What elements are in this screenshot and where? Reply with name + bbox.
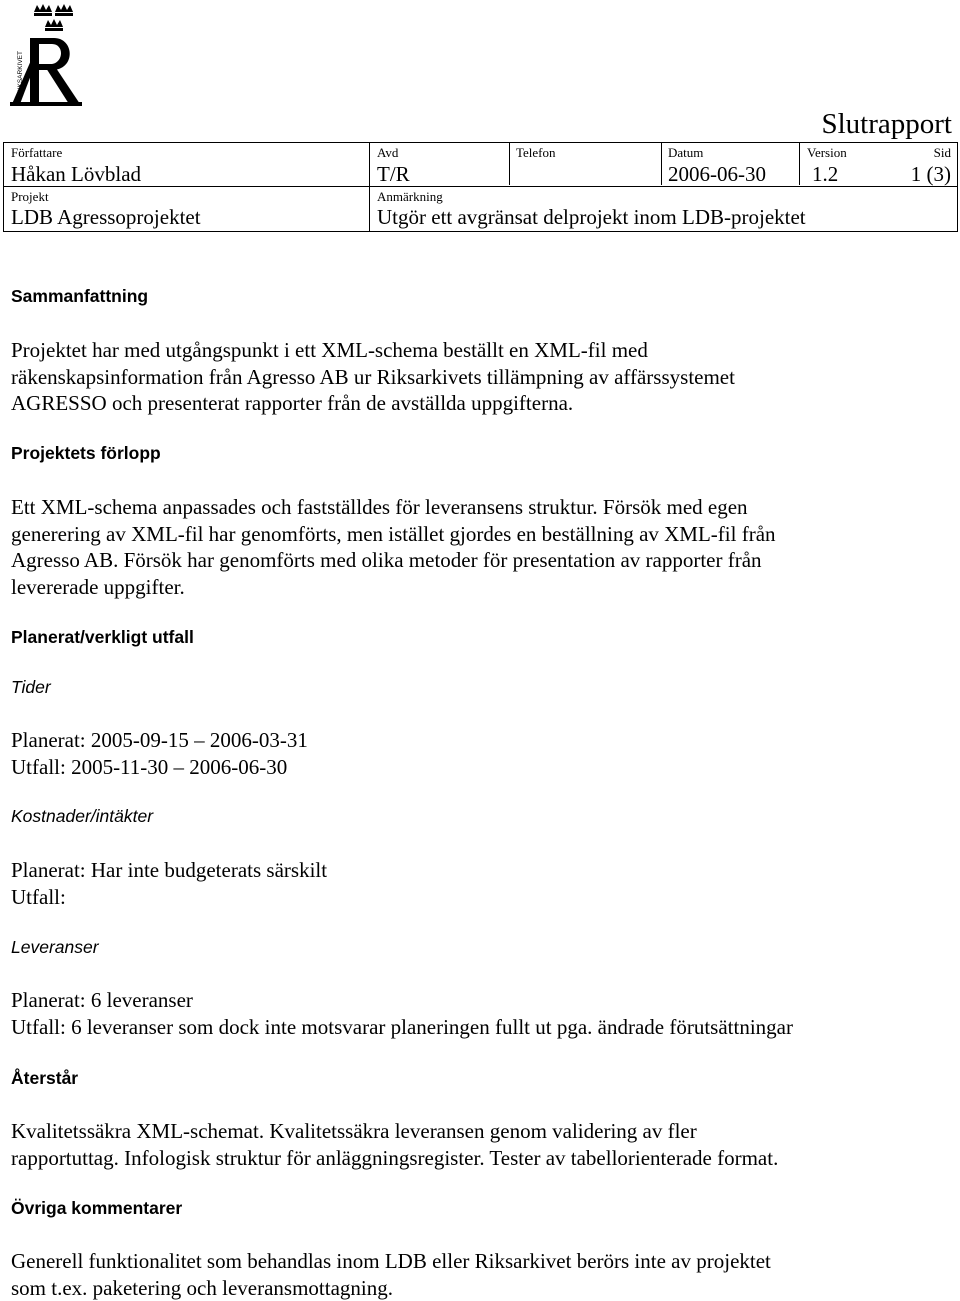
other-comments-heading: Övriga kommentarer [11,1198,183,1218]
paragraph-line: som t.ex. paketering och leveransmottagning. [11,1275,393,1300]
remark-value: Utgör ett avgränsat delprojekt inom LDB-projektet [377,205,806,229]
times-subheading: Tider [11,677,51,697]
planned-deliveries: Planerat: 6 leveranser [11,988,193,1012]
remark-label: Anmärkning [377,189,443,204]
page-value: 1 (3) [910,162,951,186]
deliveries-text [11,987,793,1040]
date-label: Datum [668,145,704,160]
version-label: Version [807,145,847,160]
date-value: 2006-06-30 [668,162,766,186]
crown-icon [34,4,52,16]
summary-heading: Sammanfattning [11,286,149,306]
svg-text:RIKSARKIVET: RIKSARKIVET [17,51,24,94]
paragraph-line: Agresso AB. Försök har genomförts med olika metoder för presentation av rapporter från [11,548,762,572]
summary-text [11,337,735,417]
actual-costs: Utfall: [11,884,66,909]
paragraph-line: generering av XML-fil har genomförts, men istället gjordes en beställning av XML-fil från [11,521,776,546]
author-label: Författare [11,145,63,160]
paragraph-line: rapportuttag. Infologisk struktur för anläggningsregister. Tester av tabellorienterade format. [11,1145,779,1170]
page-label: Sid [933,145,951,160]
department-value: T/R [377,162,410,186]
paragraph-line: levererade uppgifter. [11,574,185,599]
progress-heading: Projektets förlopp [11,443,161,463]
document-type: Slutrapport [821,108,952,140]
paragraph-line: räkenskapsinformation från Agresso AB ur Riksarkivets tillämpning av affärssystemet [11,364,735,389]
planned-costs: Planerat: Har inte budgeterats särskilt [11,858,328,882]
phone-label: Telefon [516,145,556,160]
project-value: LDB Agressoprojektet [11,205,201,229]
paragraph-line: AGRESSO och presenterat rapporter från de avställda uppgifterna. [11,391,574,415]
paragraph-line: Projektet har med utgångspunkt i ett XML-schema beställt en XML-fil med [11,338,648,362]
deliveries-subheading: Leveranser [11,937,99,957]
author-value: Håkan Lövblad [11,162,142,186]
actual-deliveries: Utfall: 6 leveranser som dock inte motsvarar planeringen fullt ut pga. ändrade förutsättningar [11,1014,793,1039]
remaining-heading: Återstår [11,1068,79,1088]
paragraph-line: Ett XML-schema anpassades och fastställdes för leveransens struktur. Försök med egen [11,495,748,519]
outcome-heading: Planerat/verkligt utfall [11,627,194,647]
times-text [11,727,308,780]
version-value: 1.2 [812,162,839,186]
project-label: Projekt [11,189,49,204]
paragraph-line: Generell funktionalitet som behandlas inom LDB eller Riksarkivet berörs inte av projektet [11,1249,771,1273]
crown-icon [45,19,63,31]
planned-times: Planerat: 2005-09-15 – 2006-03-31 [11,728,308,752]
department-label: Avd [377,145,399,160]
progress-text [11,494,776,600]
crown-icon [55,4,73,16]
riksarkivet-logo [8,2,84,110]
actual-times: Utfall: 2005-11-30 – 2006-06-30 [11,754,288,779]
document-header-table [3,142,958,232]
paragraph-line: Kvalitetssäkra XML-schemat. Kvalitetssäkra leveransen genom validering av fler [11,1119,697,1143]
remaining-text [11,1118,778,1171]
costs-subheading: Kostnader/intäkter [11,806,154,826]
other-comments-text [11,1248,771,1301]
costs-text [11,857,327,910]
